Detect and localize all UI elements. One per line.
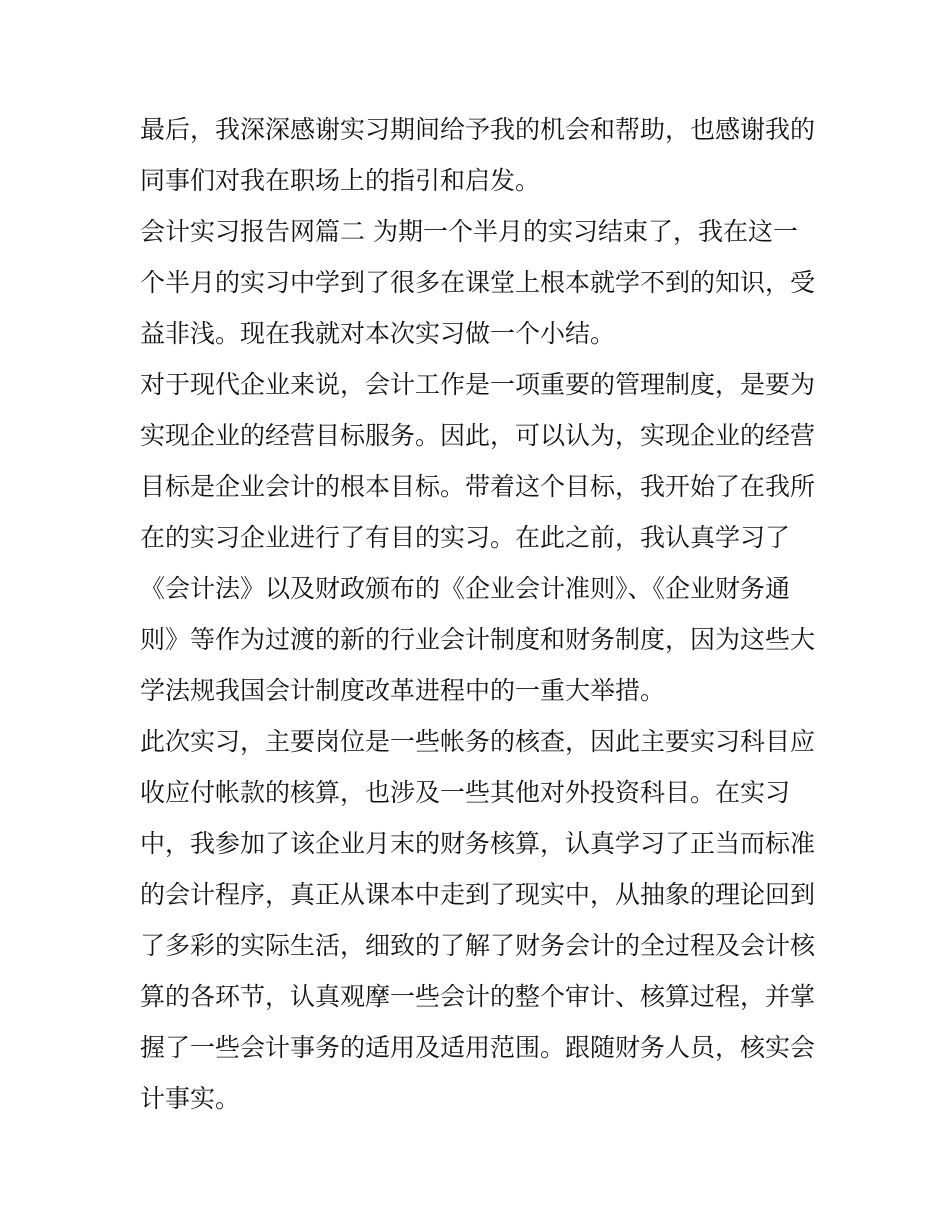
text-line: 则》等作为过渡的新的行业会计制度和财务制度，因为这些大 (140, 625, 816, 654)
body-text (140, 104, 820, 1124)
text-line: 会计实习报告网篇二 为期一个半月的实习结束了，我在这一 (140, 217, 798, 246)
text-line: 此次实习，主要岗位是一些帐务的核查，因此主要实习科目应 (140, 727, 816, 756)
text-line: 最后，我深深感谢实习期间给予我的机会和帮助，也感谢我的 (140, 115, 816, 144)
text-line: 收应付帐款的核算，也涉及一些其他对外投资科目。在实习 (140, 778, 791, 807)
text-line: 的会计程序，真正从课本中走到了现实中，从抽象的理论回到 (140, 880, 816, 909)
text-line: 了多彩的实际生活，细致的了解了财务会计的全过程及会计核 (140, 931, 816, 960)
text-line: 目标是企业会计的根本目标。带着这个目标，我开始了在我所 (140, 472, 816, 501)
text-line: 中，我参加了该企业月末的财务核算，认真学习了正当而标准 (140, 829, 816, 858)
text-line: 算的各环节，认真观摩一些会计的整个审计、核算过程，并掌 (140, 982, 816, 1011)
text-line: 同事们对我在职场上的指引和启发。 (140, 166, 541, 195)
text-line: 在的实习企业进行了有目的实习。在此之前，我认真学习了 (140, 523, 791, 552)
text-line: 个半月的实习中学到了很多在课堂上根本就学不到的知识，受 (140, 268, 816, 297)
text-line: 对于现代企业来说，会计工作是一项重要的管理制度，是要为 (140, 370, 816, 399)
text-line: 《会计法》以及财政颁布的《企业会计准则》、《企业财务通 (140, 574, 791, 603)
text-line: 益非浅。现在我就对本次实习做一个小结。 (140, 319, 616, 348)
text-line: 实现企业的经营目标服务。因此，可以认为，实现企业的经营 (140, 421, 816, 450)
text-line: 计事实。 (140, 1084, 241, 1113)
text-line: 握了一些会计事务的适用及适用范围。跟随财务人员，核实会 (140, 1033, 816, 1062)
text-line: 学法规我国会计制度改革进程中的一重大举措。 (140, 676, 666, 705)
